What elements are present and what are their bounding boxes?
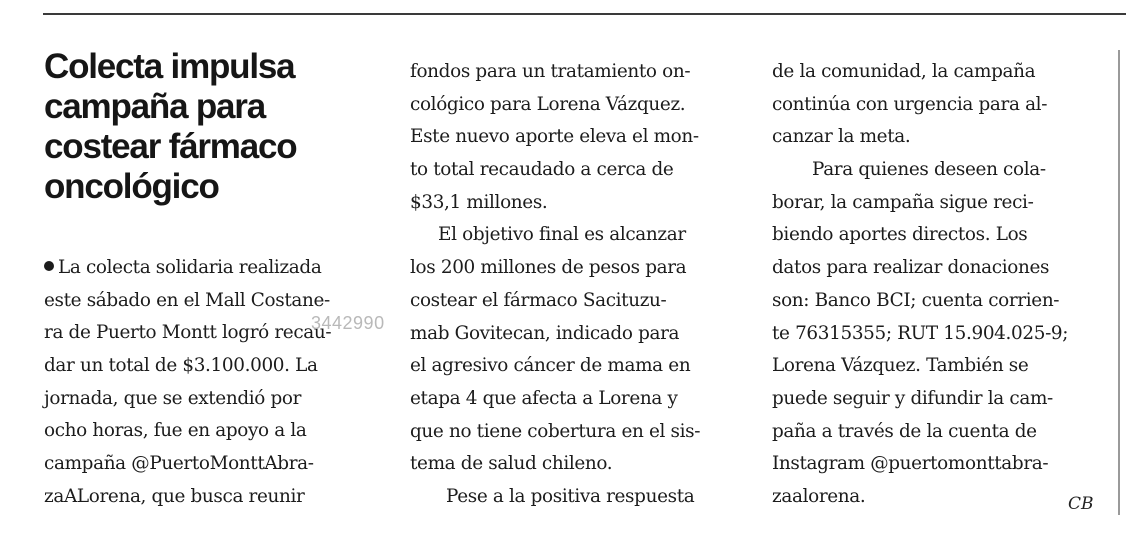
text-line: fondos para un tratamiento on- [410, 61, 691, 82]
text-line: biendo aportes directos. Los [772, 224, 1028, 246]
text-line: ocho horas, fue en apoyo a la [44, 420, 307, 442]
text-line: El objetivo final es alcanzar [438, 224, 686, 246]
article-column-2 [410, 56, 740, 514]
headline [44, 47, 364, 207]
text-line: los 200 millones de pesos para [410, 257, 687, 279]
text-line: borar, la campaña sigue reci- [772, 191, 1034, 213]
text-line: zaalorena. [772, 485, 866, 507]
text-line: dar un total de $3.100.000. La [44, 355, 318, 377]
headline-line: costear fármaco [44, 127, 297, 166]
watermark-number: 3442990 [311, 313, 385, 333]
text-line: campaña @PuertoMonttAbra- [44, 453, 314, 475]
text-line: paña a través de la cuenta de [772, 420, 1037, 442]
text-line-with-bullet [44, 252, 379, 285]
text-line: Instagram @puertomonttabra- [772, 453, 1049, 475]
end-mark-icon: CB [1068, 494, 1094, 514]
text-line: mab Govitecan, indicado para [410, 322, 680, 344]
text-line: son: Banco BCI; cuenta corrien- [772, 289, 1060, 311]
text-line: Lorena Vázquez. También se [772, 355, 1029, 377]
text-line: puede seguir y difundir la cam- [772, 387, 1053, 409]
headline-line: campaña para [44, 87, 265, 126]
text-line: te 76315355; RUT 15.904.025-9; [772, 322, 1069, 344]
text-line: jornada, que se extendió por [44, 387, 302, 409]
top-rule [43, 13, 1126, 15]
text-line: datos para realizar donaciones [772, 257, 1050, 279]
text-line: Pese a la positiva respuesta [446, 485, 695, 507]
text-line: cológico para Lorena Vázquez. [410, 93, 686, 115]
column-divider-right [1118, 50, 1120, 515]
article-column-3 [772, 56, 1102, 514]
text-line: tema de salud chileno. [410, 453, 613, 475]
bullet-icon [44, 261, 54, 271]
text-line: zaALorena, que busca reunir [44, 485, 305, 507]
text-line: to total recaudado a cerca de [410, 159, 674, 181]
text-line: La colecta solidaria realizada [58, 257, 322, 278]
text-line: que no tiene cobertura en el sis- [410, 420, 701, 442]
text-line: costear el fármaco Sacituzu- [410, 289, 667, 311]
text-line: ra de Puerto Montt logró recau- [44, 322, 332, 344]
text-line: continúa con urgencia para al- [772, 93, 1048, 115]
text-line: canzar la meta. [772, 126, 911, 148]
headline-line: Colecta impulsa [44, 47, 295, 86]
text-line: $33,1 millones. [410, 191, 548, 213]
text-line: Para quienes deseen cola- [812, 159, 1046, 181]
text-line: el agresivo cáncer de mama en [410, 355, 691, 377]
article-column-1 [44, 252, 379, 514]
text-line: Este nuevo aporte eleva el mon- [410, 126, 699, 148]
text-line: este sábado en el Mall Costane- [44, 289, 330, 311]
text-line: etapa 4 que afecta a Lorena y [410, 387, 678, 409]
headline-line: oncológico [44, 167, 219, 206]
text-line: de la comunidad, la campaña [772, 61, 1036, 82]
